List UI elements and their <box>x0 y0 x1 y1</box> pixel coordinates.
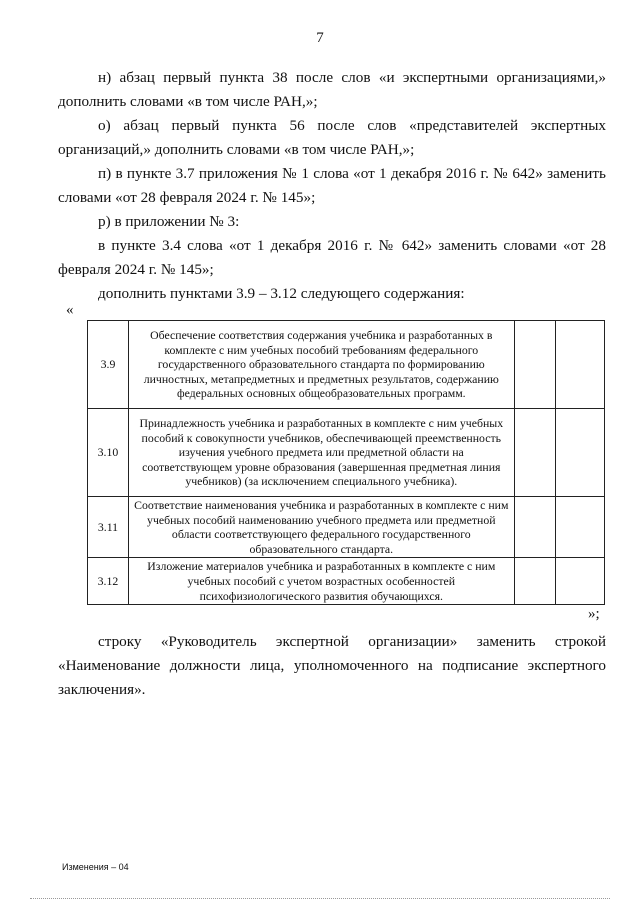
table-row <box>88 409 605 497</box>
empty-cell <box>555 409 604 497</box>
row-number: 3.12 <box>88 558 129 605</box>
row-text: Принадлежность учебника и разработанных в комплекте с ним учебных пособий к совокупности учебников, обеспечивающей преемственность изучения учебного предмета или предметной области на соответствующем уровне образования (завершенная предметная линия учебников) (за исключением специального учебника). <box>128 409 514 497</box>
footer-revision: Изменения – 04 <box>62 862 129 872</box>
empty-cell <box>514 409 555 497</box>
open-quote: « <box>66 302 74 318</box>
close-quote: »; <box>588 606 600 622</box>
paragraph-item-3-4: в пункте 3.4 слова «от 1 декабря 2016 г. № 642» заменить словами «от 28 февраля 2024 г. № 145»; <box>58 237 606 278</box>
bottom-divider <box>30 898 610 899</box>
paragraph-o: о) абзац первый пункта 56 после слов «представителей экспертных организаций,» дополнить словами «в том числе РАН,»; <box>58 117 606 158</box>
paragraph-final: строку «Руководитель экспертной организации» заменить строкой «Наименование должности лица, уполномоченного на подписание экспертного заключения». <box>58 633 606 698</box>
empty-cell <box>555 497 604 558</box>
empty-cell <box>555 321 604 409</box>
criteria-table <box>87 320 605 605</box>
table-row <box>88 558 605 605</box>
table-row <box>88 321 605 409</box>
row-text: Обеспечение соответствия содержания учебника и разработанных в комплекте с ним учебных пособий требованиям федерального государственного образовательного стандарта по формированию личностных, метапредметных и предметных результатов, содержанию федеральных основных общеобразовательных программ. <box>128 321 514 409</box>
paragraph-p: п) в пункте 3.7 приложения № 1 слова «от 1 декабря 2016 г. № 642» заменить словами «от 28 февраля 2024 г. № 145»; <box>58 165 606 206</box>
row-number: 3.10 <box>88 409 129 497</box>
row-text: Изложение материалов учебника и разработанных в комплекте с ним учебных пособий с учетом возрастных особенностей психофизиологического развития обучающихся. <box>128 558 514 605</box>
empty-cell <box>514 497 555 558</box>
row-text: Соответствие наименования учебника и разработанных в комплекте с ним учебных пособий наименованию учебного предмета или предметной области соответствующего федерального государственного образовательного стандарта. <box>128 497 514 558</box>
paragraph-n: н) абзац первый пункта 38 после слов «и экспертными организациями,» дополнить словами «в том числе РАН,»; <box>58 69 606 110</box>
empty-cell <box>514 321 555 409</box>
page-number: 7 <box>316 30 324 46</box>
paragraph-add-items: дополнить пунктами 3.9 – 3.12 следующего содержания: <box>98 285 465 302</box>
empty-cell <box>514 558 555 605</box>
table-row <box>88 497 605 558</box>
paragraph-r: р) в приложении № 3: <box>98 213 240 230</box>
row-number: 3.9 <box>88 321 129 409</box>
row-number: 3.11 <box>88 497 129 558</box>
empty-cell <box>555 558 604 605</box>
